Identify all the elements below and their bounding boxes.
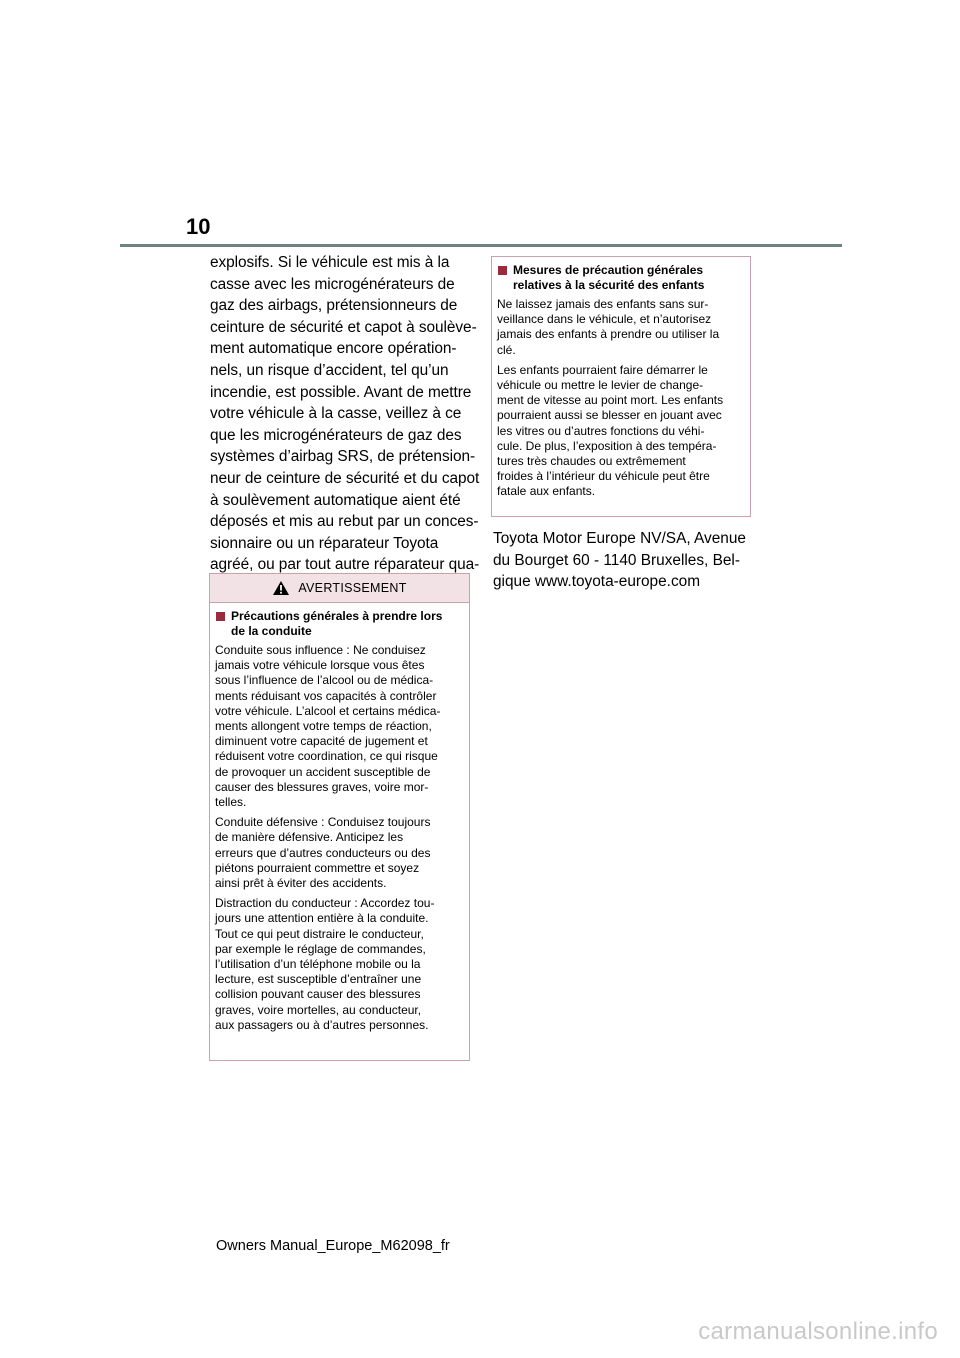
warning-heading-line: Précautions générales à prendre lors	[231, 609, 443, 623]
warning-line: telles.	[215, 795, 247, 810]
warning-line: l’utilisation d’un téléphone mobile ou la	[215, 957, 421, 972]
warning-line: Distraction du conducteur : Accordez tou-	[215, 896, 435, 911]
body-line: ment automatique encore opération-	[210, 340, 457, 358]
body-line: que les microgénérateurs de gaz des	[210, 426, 462, 444]
warning-line: causer des blessures graves, voire mor-	[215, 779, 429, 794]
child-safety-heading-line: Mesures de précaution générales	[513, 263, 704, 277]
child-safety-line: froides à l’intérieur du véhicule peut être	[497, 469, 710, 484]
manufacturer-address	[493, 528, 753, 593]
warning-heading-line: de la conduite	[231, 624, 312, 638]
header-rule	[120, 244, 842, 247]
warning-line: erreurs que d’autres conducteurs ou des	[215, 845, 431, 860]
square-bullet-icon	[498, 266, 507, 275]
child-safety-line: jamais des enfants à prendre ou utiliser la	[497, 327, 720, 342]
warning-box	[209, 573, 470, 1061]
warning-line: lecture, est susceptible d’entraîner une	[215, 972, 422, 987]
page-number: 10	[186, 214, 211, 239]
body-line: nels, un risque d’accident, tel qu’un	[210, 361, 449, 379]
body-line: agréé, ou par tout autre réparateur qua-	[210, 556, 480, 574]
body-line: votre véhicule à la casse, veillez à ce	[210, 405, 462, 423]
child-safety-line: véhicule ou mettre le levier de change-	[497, 378, 704, 393]
warning-line: réduisent votre coordination, ce qui risque	[215, 749, 438, 764]
warning-line: de manière défensive. Anticipez les	[215, 830, 404, 845]
body-line: sionnaire ou un réparateur Toyota	[210, 534, 439, 552]
body-line: à soulèvement automatique aient été	[210, 491, 461, 509]
square-bullet-icon	[216, 612, 225, 621]
warning-line: diminuent votre capacité de jugement et	[215, 734, 428, 749]
body-line: déposés et mis au rebut par un conces-	[210, 513, 479, 531]
warning-heading	[215, 609, 464, 639]
warning-line: Tout ce qui peut distraire le conducteur,	[215, 926, 424, 941]
warning-line: Conduite sous influence : Ne conduisez	[215, 643, 426, 657]
child-safety-line: cule. De plus, l’exposition à des tempéra-	[497, 438, 717, 453]
left-column	[210, 252, 480, 598]
body-line: gaz des airbags, prétensionneurs de	[210, 297, 458, 315]
warning-line: de provoquer un accident susceptible de	[215, 764, 431, 779]
warning-line: aux passagers ou à d’autres personnes.	[215, 1017, 429, 1032]
warning-line: votre véhicule. L’alcool et certains médica-	[215, 703, 441, 718]
warning-line: ainsi prêt à éviter des accidents.	[215, 876, 387, 891]
child-safety-line: tures très chaudes ou extrêmement	[497, 454, 686, 469]
address-line: du Bourget 60 - 1140 Bruxelles, Bel-	[493, 551, 740, 569]
footer-document-id: Owners Manual_Europe_M62098_fr	[216, 1238, 450, 1254]
address-line: gique www.toyota-europe.com	[493, 573, 701, 591]
child-safety-line: les vitres ou d’autres fonctions du véhi-	[497, 423, 705, 438]
warning-line: graves, voire mortelles, au conducteur,	[215, 1002, 422, 1017]
warning-line: ments réduisant vos capacités à contrôler	[215, 688, 437, 703]
child-safety-line: fatale aux enfants.	[497, 484, 596, 499]
address-line: Toyota Motor Europe NV/SA, Avenue	[493, 530, 746, 547]
child-safety-line: ment de vitesse au point mort. Les enfants	[497, 393, 724, 408]
body-paragraph	[210, 252, 480, 598]
child-safety-line: veillance dans le véhicule, et n’autorisez	[497, 312, 712, 327]
warning-line: collision pouvant causer des blessures	[215, 987, 421, 1002]
warning-line: ments allongent votre temps de réaction,	[215, 719, 432, 734]
child-safety-line: Ne laissez jamais des enfants sans sur-	[497, 297, 709, 311]
body-line: incendie, est possible. Avant de mettre	[210, 383, 472, 401]
body-line: ceinture de sécurité et capot à soulève-	[210, 318, 477, 336]
warning-line: jamais votre véhicule lorsque vous êtes	[215, 658, 425, 673]
warning-line: jours une attention entière à la conduite.	[215, 911, 429, 926]
child-safety-heading-line: relatives à la sécurité des enfants	[513, 278, 705, 292]
child-safety-box	[491, 256, 751, 517]
warning-paragraph	[215, 815, 464, 891]
watermark: carmanualsonline.info	[698, 1318, 938, 1345]
warning-line: sous l’influence de l’alcool ou de médica-	[215, 673, 434, 688]
body-line: systèmes d’airbag SRS, de prétension-	[210, 448, 476, 466]
warning-header	[210, 574, 469, 603]
body-line: neur de ceinture de sécurité et du capot	[210, 469, 480, 487]
child-safety-heading	[497, 263, 745, 293]
child-safety-paragraph	[497, 363, 745, 500]
warning-paragraph	[215, 896, 464, 1033]
body-line: explosifs. Si le véhicule est mis à la	[210, 254, 450, 271]
warning-paragraph	[215, 643, 464, 810]
warning-line: piétons pourraient commettre et soyez	[215, 860, 420, 875]
child-safety-content	[492, 257, 750, 511]
warning-content	[210, 603, 469, 1044]
warning-line: par exemple le réglage de commandes,	[215, 941, 426, 956]
warning-line: Conduite défensive : Conduisez toujours	[215, 815, 431, 830]
child-safety-line: pourraient aussi se blesser en jouant avec	[497, 408, 722, 423]
child-safety-line: Les enfants pourraient faire démarrer le	[497, 362, 708, 377]
child-safety-line: clé.	[497, 342, 516, 357]
warning-label: AVERTISSEMENT	[298, 581, 407, 595]
warning-triangle-icon	[272, 580, 290, 596]
body-line: casse avec les microgénérateurs de	[210, 275, 455, 293]
child-safety-paragraph	[497, 297, 745, 358]
